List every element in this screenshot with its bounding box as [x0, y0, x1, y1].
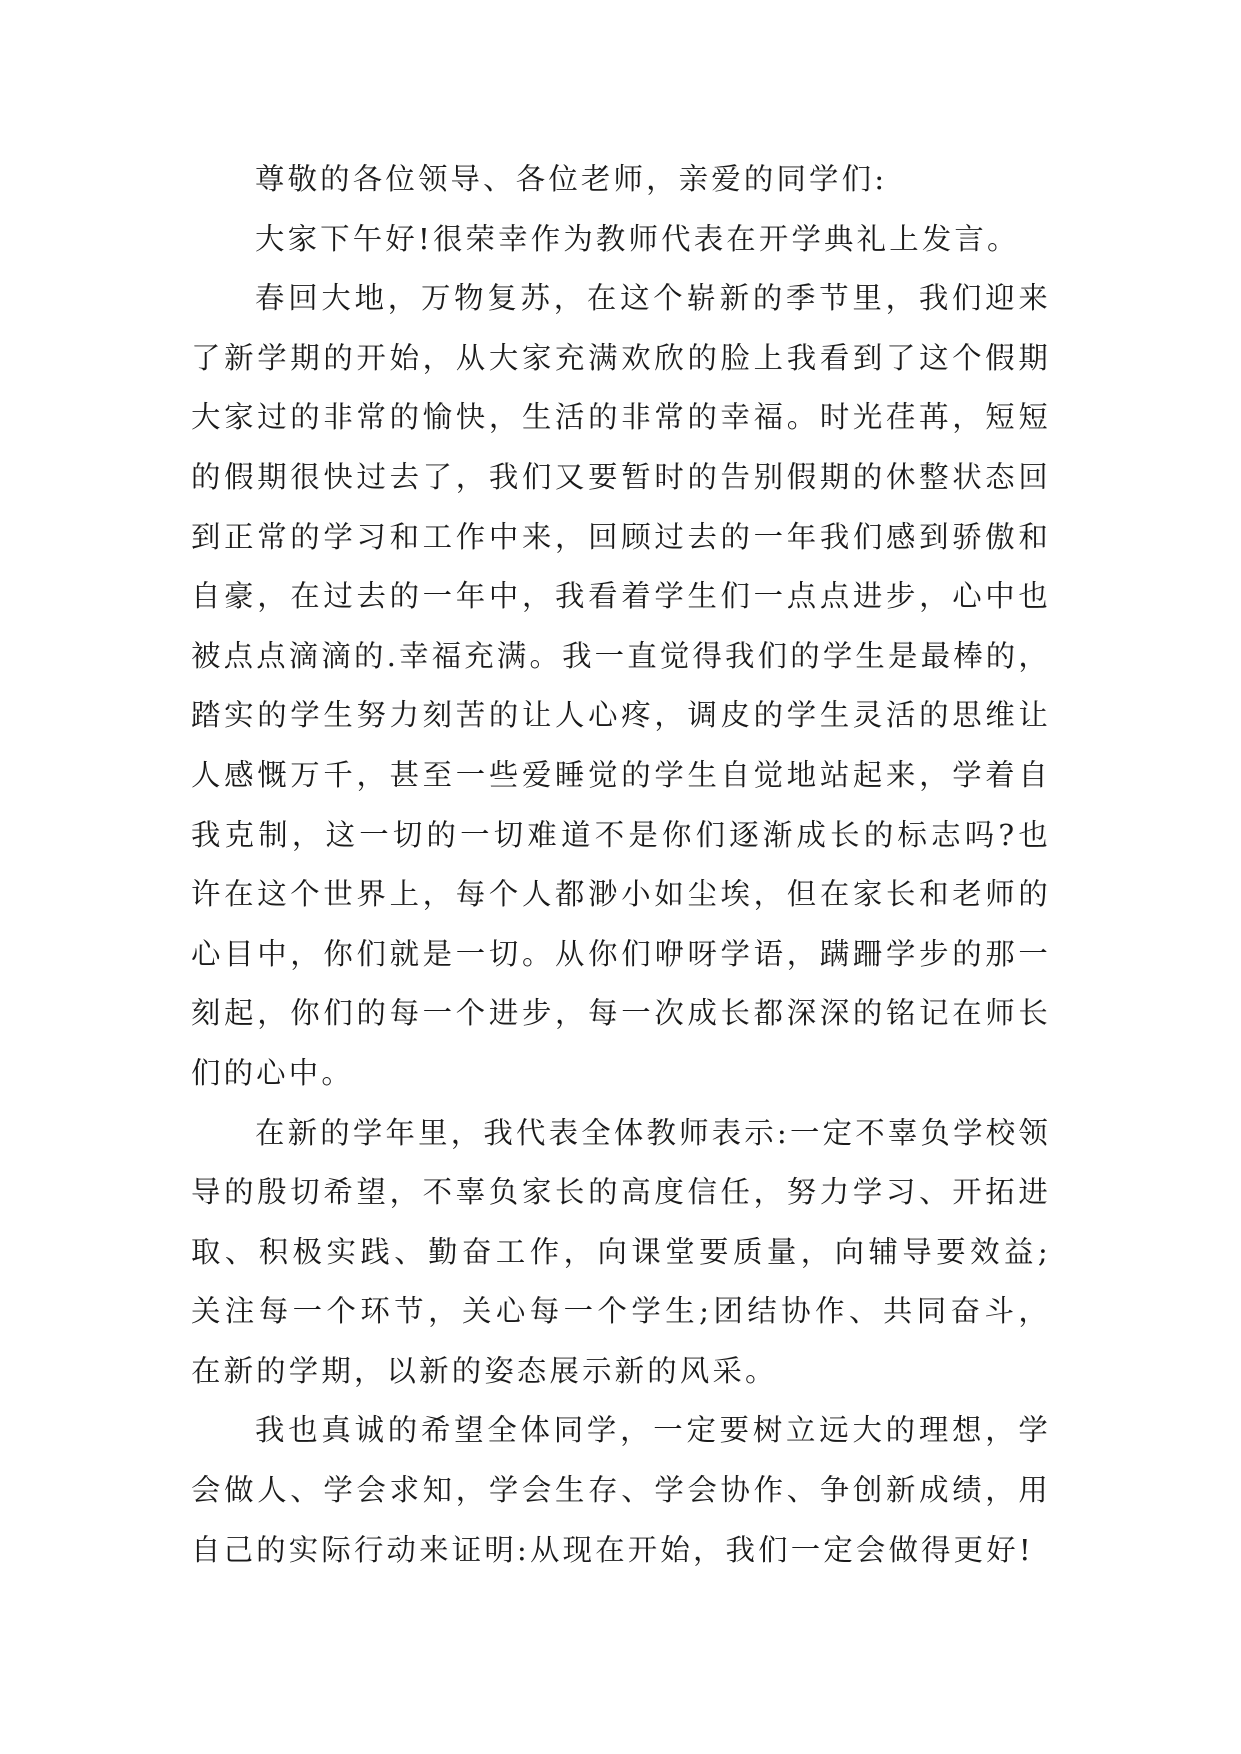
salutation-paragraph: 尊敬的各位领导、各位老师，亲爱的同学们:	[255, 162, 888, 196]
document-body	[191, 150, 1051, 1580]
greeting-paragraph: 大家下午好!很荣幸作为教师代表在开学典礼上发言。	[255, 221, 1020, 256]
body-paragraph-1: 春回大地，万物复苏，在这个崭新的季节里，我们迎来了新学期的开始，从大家充满欢欣的脸上我看到了这个假期大家过的非常的愉快，生活的非常的幸福。时光荏苒，短短的假期很快过去了，我们又要暂时的告别假期的休整状态回到正常的学习和工作中来，回顾过去的一年我们感到骄傲和自豪，在过去的一年中，我看着学生们一点点进步，心中也被点点滴滴的.幸福充满。我一直觉得我们的学生是最棒的，踏实的学生努力刻苦的让人心疼，调皮的学生灵活的思维让人感慨万千，甚至一些爱睡觉的学生自觉地站起来，学着自我克制，这一切的一切难道不是你们逐渐成长的标志吗?也许在这个世界上，每个人都渺小如尘埃，但在家长和老师的心目中，你们就是一切。从你们咿呀学语，蹒跚学步的那一刻起，你们的每一个进步，每一次成长都深深的铭记在师长们的心中。	[191, 281, 1051, 1090]
body-paragraph-2: 在新的学年里，我代表全体教师表示:一定不辜负学校领导的殷切希望，不辜负家长的高度信任，努力学习、开拓进取、积极实践、勤奋工作，向课堂要质量，向辅导要效益;关注每一个环节，关心每一个学生;团结协作、共同奋斗，在新的学期，以新的姿态展示新的风采。	[191, 1115, 1051, 1388]
closing-paragraph: 我也真诚的希望全体同学，一定要树立远大的理想，学会做人、学会求知，学会生存、学会协作、争创新成绩，用自己的实际行动来证明:从现在开始，我们一定会做得更好!	[191, 1413, 1051, 1567]
